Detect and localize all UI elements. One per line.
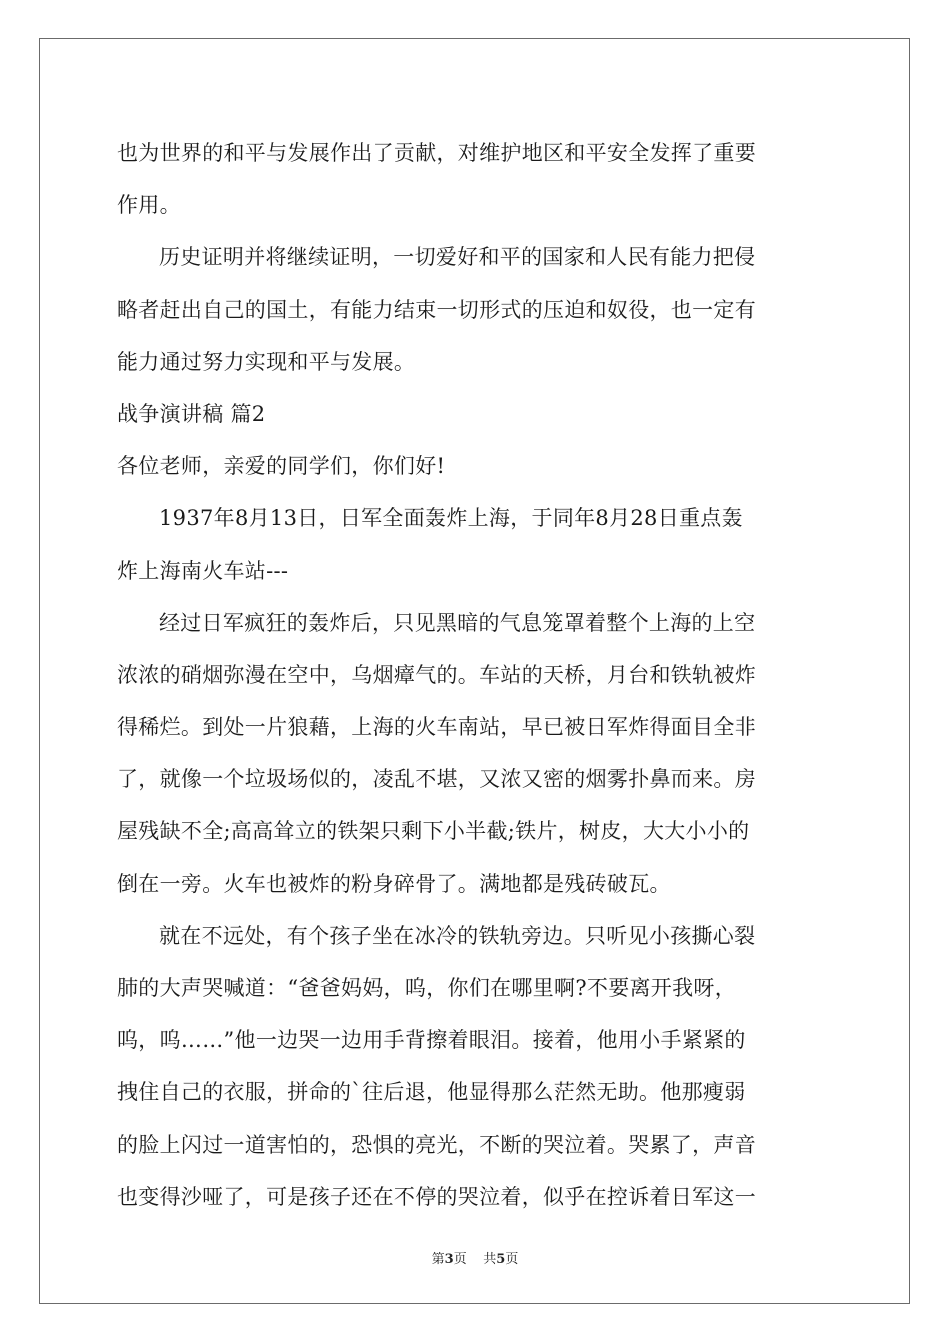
page-prefix: 第 — [431, 1252, 445, 1267]
text-line: 就在不远处，有个孩子坐在冰冷的铁轨旁边。只听见小孩撕心裂 — [159, 923, 756, 948]
text-line: 战争演讲稿 篇2 — [117, 401, 266, 426]
current-page-number: 3 — [444, 1252, 454, 1267]
text-line: 能力通过努力实现和平与发展。 — [117, 349, 416, 374]
text-line: 炸上海南火车站--- — [117, 558, 289, 583]
page-footer — [0, 1248, 950, 1267]
text-line: 呜，呜……”他一边哭一边用手背擦着眼泪。接着，他用小手紧紧的 — [117, 1028, 746, 1053]
total-suffix: 页 — [505, 1252, 519, 1267]
text-line: 拽住自己的衣服，拼命的`往后退，他显得那么茫然无助。他那瘦弱 — [117, 1080, 746, 1105]
text-line: 肺的大声哭喊道：“爸爸妈妈，呜，你们在哪里啊?不要离开我呀， — [117, 976, 736, 1000]
text-line: 了，就像一个垃圾场似的，凌乱不堪，又浓又密的烟雾扑鼻而来。房 — [117, 767, 756, 792]
total-page-number: 5 — [496, 1252, 506, 1267]
text-line: 也为世界的和平与发展作出了贡献，对维护地区和平安全发挥了重要 — [117, 141, 756, 165]
text-line: 1937年8月13日，日军全面轰炸上海，于同年8月28日重点轰 — [159, 506, 743, 531]
text-line: 也变得沙哑了，可是孩子还在不停的哭泣着，似乎在控诉着日军这一 — [117, 1184, 756, 1209]
text-line: 历史证明并将继续证明，一切爱好和平的国家和人民有能力把侵 — [159, 245, 756, 270]
text-line: 浓浓的硝烟弥漫在空中，乌烟瘴气的。车站的天桥，月台和铁轨被炸 — [117, 662, 756, 687]
text-line: 经过日军疯狂的轰炸后，只见黑暗的气息笼罩着整个上海的上空 — [159, 610, 756, 635]
text-line: 略者赶出自己的国土，有能力结束一切形式的压迫和奴役，也一定有 — [117, 297, 756, 322]
page-suffix: 页 — [453, 1252, 467, 1267]
text-line: 屋残缺不全;高高耸立的铁架只剩下小半截;铁片，树皮，大大小小的 — [117, 819, 750, 844]
text-line: 的脸上闪过一道害怕的，恐惧的亮光，不断的哭泣着。哭累了，声音 — [117, 1132, 756, 1157]
text-line: 得稀烂。到处一片狼藉，上海的火车南站，早已被日军炸得面目全非 — [117, 715, 756, 740]
text-line: 各位老师，亲爱的同学们，你们好! — [117, 454, 446, 479]
text-line: 作用。 — [117, 193, 181, 218]
text-line: 倒在一旁。火车也被炸的粉身碎骨了。满地都是残砖破瓦。 — [117, 871, 671, 896]
document-body — [117, 127, 833, 1223]
total-prefix: 共 — [483, 1252, 497, 1267]
